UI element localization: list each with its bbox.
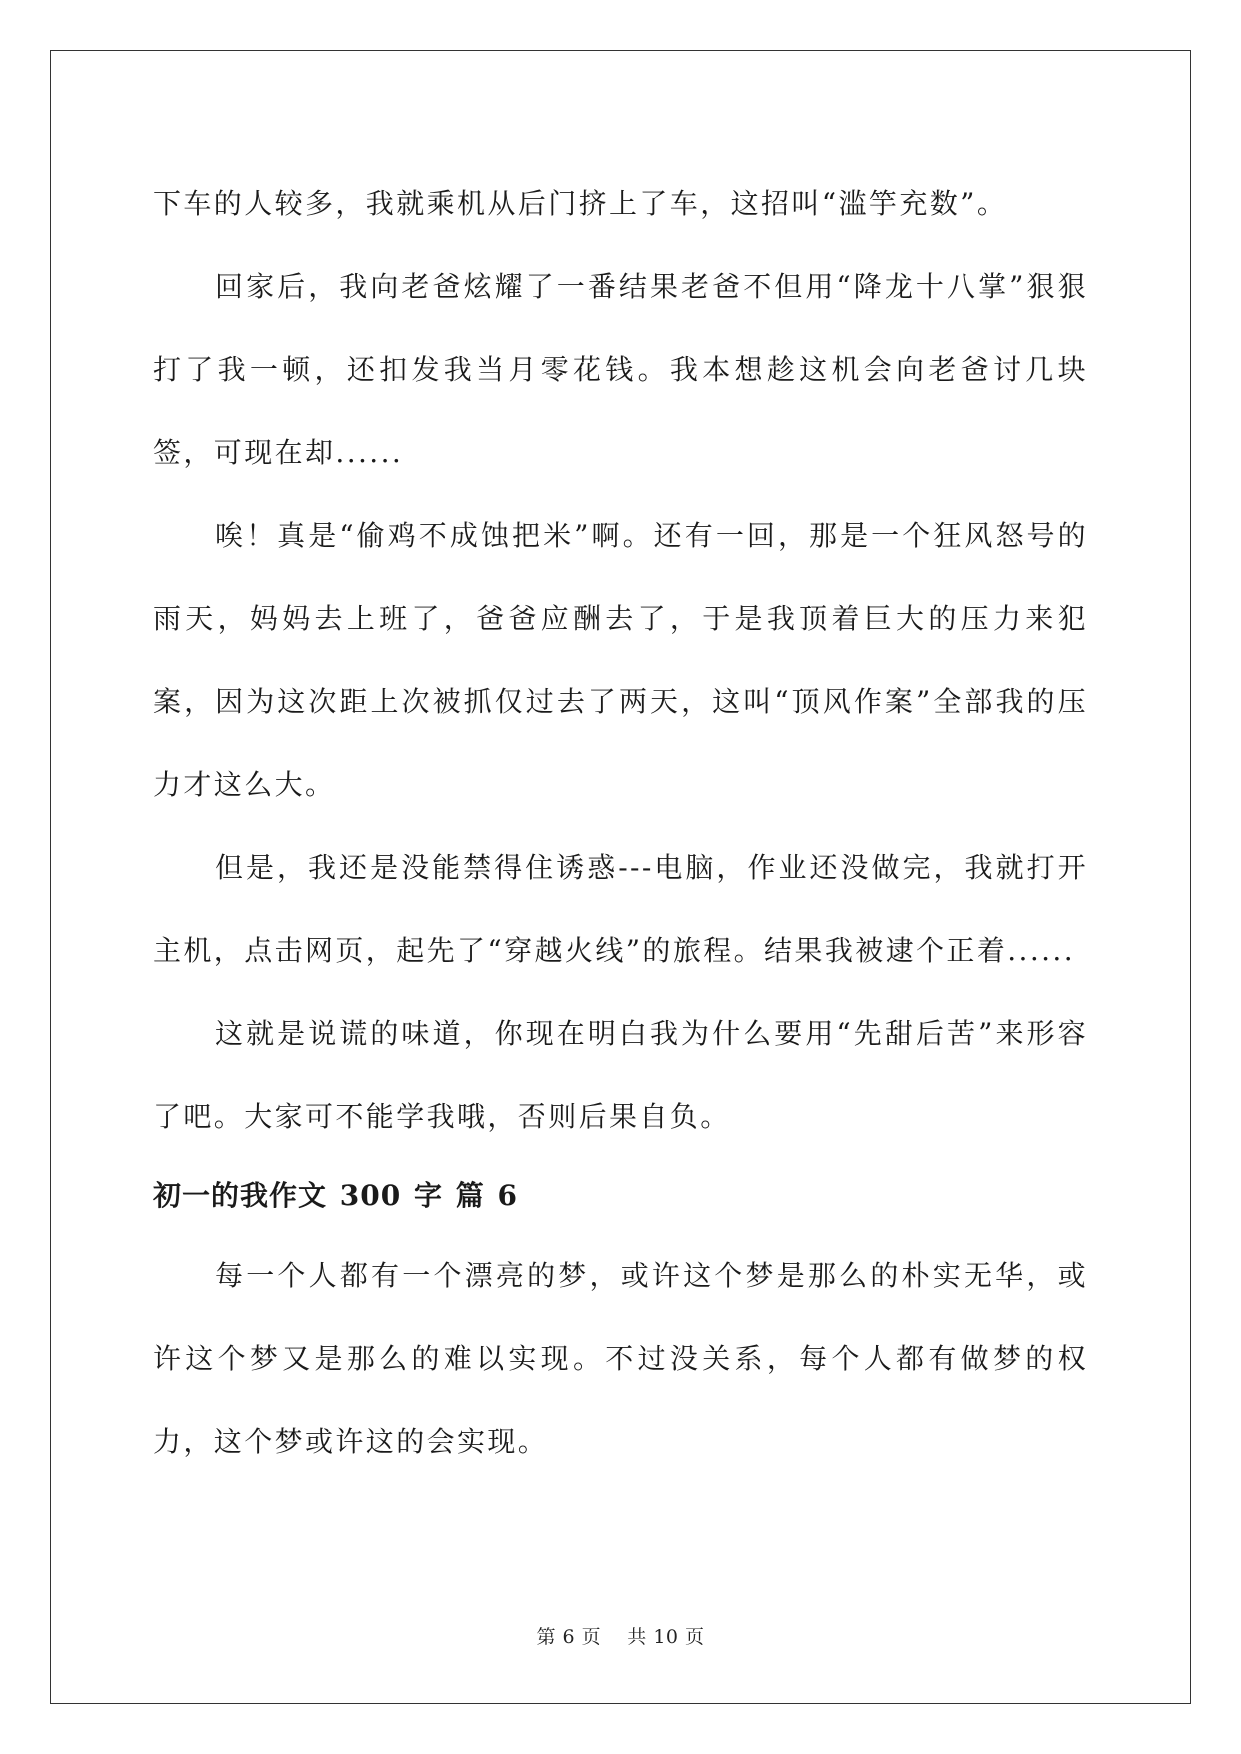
paragraph-6: 每一个人都有一个漂亮的梦，或许这个梦是那么的朴实无华，或许这个梦又是那么的难以实现。不过没关系，每个人都有做梦的权力，这个梦或许这的会实现。 <box>153 1259 1088 1458</box>
page-number-label: 第 6 页 共 10 页 <box>536 1626 705 1648</box>
paragraph-3: 唉！真是“偷鸡不成蚀把米”啊。还有一回，那是一个狂风怒号的雨天，妈妈去上班了，爸爸应酬去了，于是我顶着巨大的压力来犯案，因为这次距上次被抓仅过去了两天，这叫“顶风作案”全部我的压力才这么大。 <box>153 519 1088 801</box>
section-heading: 初一的我作文 300 字 篇 6 <box>153 1179 518 1212</box>
paragraph-5: 这就是说谎的味道，你现在明白我为什么要用“先甜后苦”来形容了吧。大家可不能学我哦，否则后果自负。 <box>153 1017 1088 1133</box>
paragraph-4: 但是，我还是没能禁得住诱惑---电脑，作业还没做完，我就打开主机，点击网页，起先了“穿越火线”的旅程。结果我被逮个正着...... <box>153 851 1088 967</box>
paragraph-1: 下车的人较多，我就乘机从后门挤上了车，这招叫“滥竽充数”。 <box>153 187 1008 220</box>
document-body <box>153 162 1088 1483</box>
paragraph-2: 回家后，我向老爸炫耀了一番结果老爸不但用“降龙十八掌”狠狠打了我一顿，还扣发我当月零花钱。我本想趁这机会向老爸讨几块签，可现在却...... <box>153 270 1088 469</box>
page-footer <box>0 1622 1241 1649</box>
